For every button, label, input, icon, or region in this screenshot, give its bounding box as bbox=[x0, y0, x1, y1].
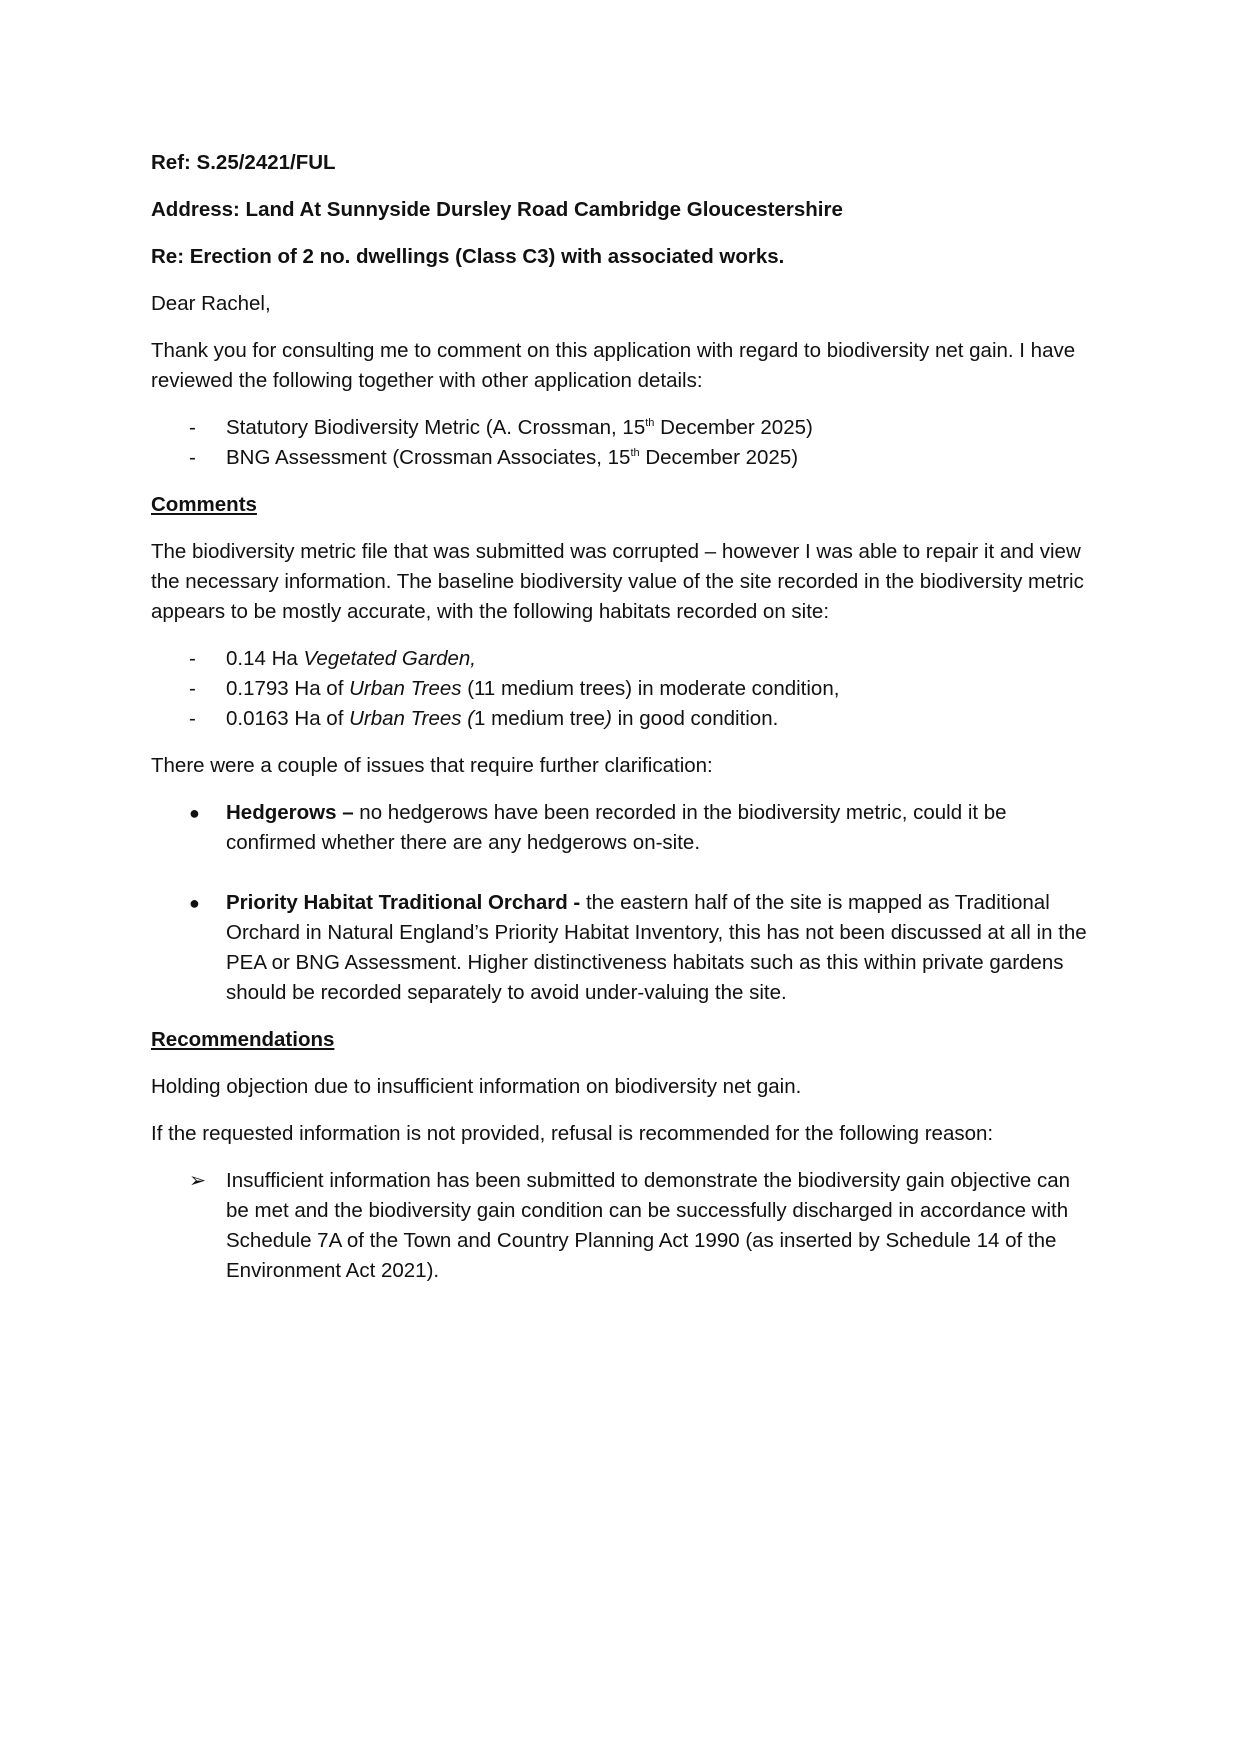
objection-paragraph: Holding objection due to insufficient information on biodiversity net gain. bbox=[151, 1075, 802, 1098]
document-text: Statutory Biodiversity Metric (A. Crossman, 15 bbox=[226, 416, 646, 439]
refusal-intro: If the requested information is not provided, refusal is recommended for the following reason: bbox=[151, 1122, 994, 1145]
habitat-text: in good condition. bbox=[611, 707, 779, 730]
issue-title: Hedgerows – bbox=[226, 801, 354, 824]
habitat-text: 1 medium tree bbox=[474, 707, 606, 730]
habitat-text: ) bbox=[605, 707, 612, 730]
habitat-text: 0.14 Ha bbox=[226, 647, 304, 670]
list-item bbox=[151, 413, 1091, 443]
dash-marker: - bbox=[189, 416, 196, 439]
habitat-text: 0.1793 Ha of bbox=[226, 677, 350, 700]
arrow-marker: ➢ bbox=[189, 1169, 207, 1192]
bullet-marker: ● bbox=[189, 893, 200, 913]
issue-text: no hedgerows have been recorded in the biodiversity metric, could it be confirmed whether there are any hedgerows on-site. bbox=[226, 801, 1007, 854]
recommendations-heading: Recommendations bbox=[151, 1028, 335, 1051]
list-item bbox=[151, 1166, 1091, 1286]
issue-text: the eastern half of the site is mapped as Traditional Orchard in Natural England’s Priority Habitat Inventory, this has not been discussed at all in the PEA or BNG Assessment. Higher distinctiveness habitats such as this within private gardens should be recorded separately to avoid under-valuing the site. bbox=[226, 891, 1087, 1004]
habitat-text: (11 medium trees) in moderate condition, bbox=[461, 677, 840, 700]
document-text: BNG Assessment (Crossman Associates, 15 bbox=[226, 446, 631, 469]
reasons-list bbox=[151, 1166, 1091, 1286]
issues-intro: There were a couple of issues that require further clarification: bbox=[151, 754, 713, 777]
habitats-list bbox=[151, 644, 1091, 734]
letter-page bbox=[151, 148, 1091, 1303]
list-item bbox=[151, 443, 1091, 473]
intro-paragraph: Thank you for consulting me to comment on this application with regard to biodiversity net gain. I have reviewed the following together with other application details: bbox=[151, 339, 1076, 392]
dash-marker: - bbox=[189, 446, 196, 469]
bullet-marker: ● bbox=[189, 803, 200, 823]
document-text: December 2025) bbox=[654, 416, 813, 439]
list-item bbox=[151, 888, 1091, 1008]
superscript: th bbox=[645, 417, 655, 429]
habitat-name: Urban Trees bbox=[349, 677, 462, 700]
dash-marker: - bbox=[189, 677, 196, 700]
address-line: Address: Land At Sunnyside Dursley Road Cambridge Gloucestershire bbox=[151, 198, 843, 221]
comments-heading: Comments bbox=[151, 493, 257, 516]
document-text: December 2025) bbox=[639, 446, 799, 469]
list-item bbox=[151, 644, 1091, 674]
issue-title: Priority Habitat Traditional Orchard - bbox=[226, 891, 581, 914]
list-item bbox=[151, 674, 1091, 704]
dash-marker: - bbox=[189, 707, 196, 730]
reason-text: Insufficient information has been submitted to demonstrate the biodiversity gain objective can be met and the biodiversity gain condition can be successfully discharged in accordance with Schedule 7A of the Town and Country Planning Act 1990 (as inserted by Schedule 14 of the Environment Act 2021). bbox=[226, 1169, 1071, 1282]
salutation: Dear Rachel, bbox=[151, 292, 271, 315]
superscript: th bbox=[630, 447, 640, 459]
habitat-name: Vegetated Garden, bbox=[303, 647, 476, 670]
documents-list bbox=[151, 413, 1091, 473]
subject-line: Re: Erection of 2 no. dwellings (Class C3) with associated works. bbox=[151, 245, 785, 268]
issues-list bbox=[151, 798, 1091, 1008]
comments-paragraph: The biodiversity metric file that was submitted was corrupted – however I was able to repair it and view the necessary information. The baseline biodiversity value of the site recorded in the biodiversity metric appears to be mostly accurate, with the following habitats recorded on site: bbox=[151, 540, 1084, 623]
dash-marker: - bbox=[189, 647, 196, 670]
list-item bbox=[151, 798, 1091, 858]
list-item bbox=[151, 704, 1091, 734]
habitat-text: 0.0163 Ha of bbox=[226, 707, 350, 730]
reference-line: Ref: S.25/2421/FUL bbox=[151, 151, 336, 174]
habitat-name: Urban Trees ( bbox=[349, 707, 475, 730]
